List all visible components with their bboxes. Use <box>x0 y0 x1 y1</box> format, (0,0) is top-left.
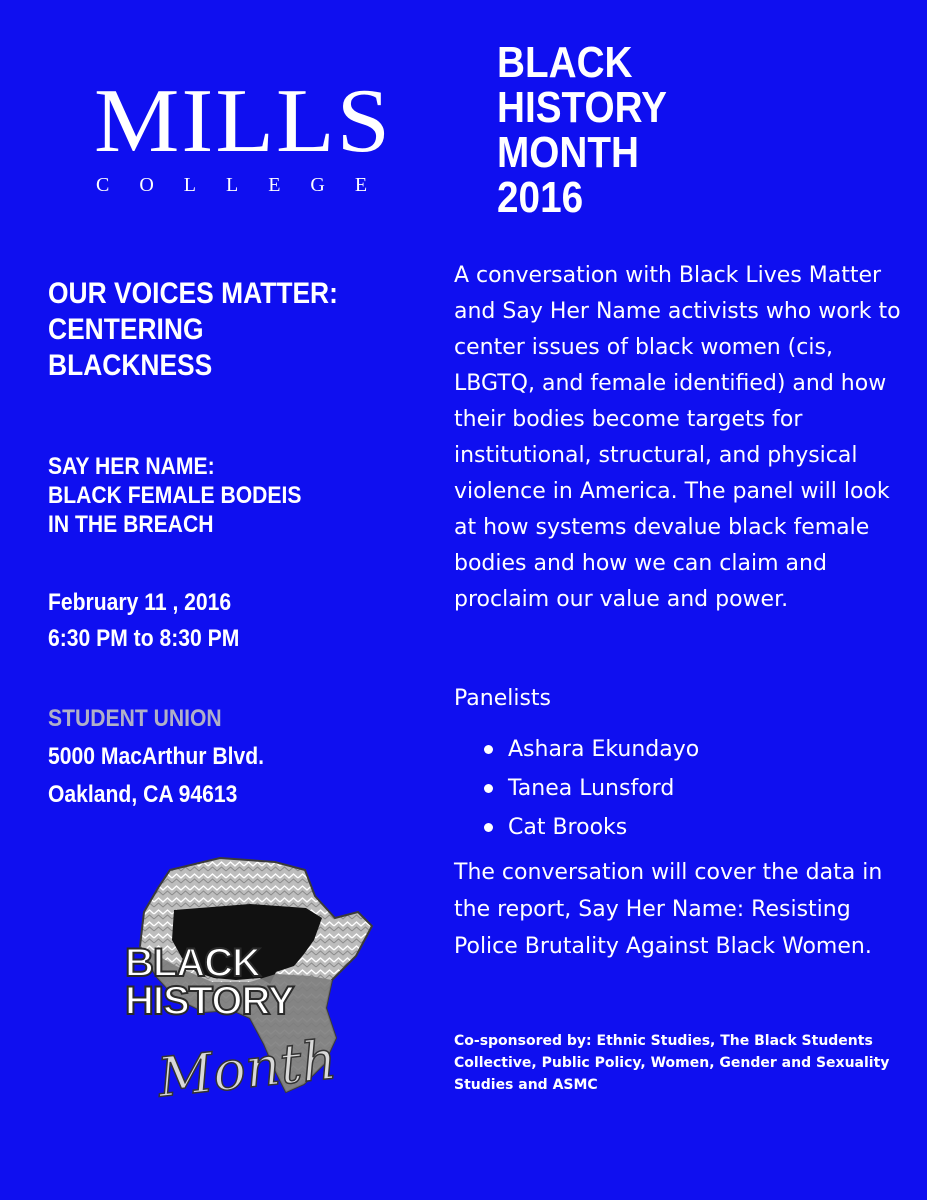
event-venue: STUDENT UNION <box>48 705 222 732</box>
title-line-3: MONTH <box>497 128 639 177</box>
event-heading-line-2: CENTERING <box>48 313 204 346</box>
cosponsors-note: Co-sponsored by: Ethnic Studies, The Black Students Collective, Public Policy, Women, Gender and Sexuality Studies and ASMC <box>454 1033 890 1093</box>
panelist-item: Tanea Lunsford <box>454 769 699 808</box>
mills-logo-wordmark: MILLS <box>94 69 392 172</box>
title-line-1: BLACK <box>497 38 633 87</box>
page-title <box>497 40 726 220</box>
event-heading-line-1: OUR VOICES MATTER: <box>48 277 338 310</box>
event-location <box>48 700 264 814</box>
event-subheading <box>48 452 301 539</box>
emblem-month-script: Month <box>154 1028 340 1110</box>
panelists-label: Panelists <box>454 686 552 711</box>
event-date: February 11 , 2016 <box>48 589 232 616</box>
subheading-line-2: BLACK FEMALE BODEIS <box>48 482 302 509</box>
panelist-item: Ashara Ekundayo <box>454 730 699 769</box>
panelists-list <box>454 730 699 847</box>
event-heading-line-3: BLACKNESS <box>48 349 213 382</box>
emblem-black-text: BLACK <box>125 941 260 985</box>
event-datetime <box>48 585 239 657</box>
event-time: 6:30 PM to 8:30 PM <box>48 625 240 652</box>
panelist-item: Cat Brooks <box>454 808 699 847</box>
title-line-4: 2016 <box>497 173 584 222</box>
subheading-line-3: IN THE BREACH <box>48 511 214 538</box>
event-description: A conversation with Black Lives Matter and Say Her Name activists who work to center issues of black women (cis, LBGTQ, and female identified) and how their bodies become targets for institutional, structural, and physical violence in America. The panel will look at how systems devalue black female bodies and how we can claim and proclaim our value and power. <box>454 263 901 612</box>
subheading-line-1: SAY HER NAME: <box>48 453 215 480</box>
closing-note: The conversation will cover the data in the report, Say Her Name: Resisting Police Brutality Against Black Women. <box>454 860 883 959</box>
address-line-2: Oakland, CA 94613 <box>48 781 238 808</box>
emblem-history-text: HISTORY <box>125 979 294 1023</box>
mills-logo-subtitle: COLLEGE <box>96 174 398 196</box>
title-line-2: HISTORY <box>497 83 667 132</box>
event-heading <box>48 276 338 384</box>
address-line-1: 5000 MacArthur Blvd. <box>48 743 264 770</box>
black-history-month-emblem <box>100 848 400 1118</box>
